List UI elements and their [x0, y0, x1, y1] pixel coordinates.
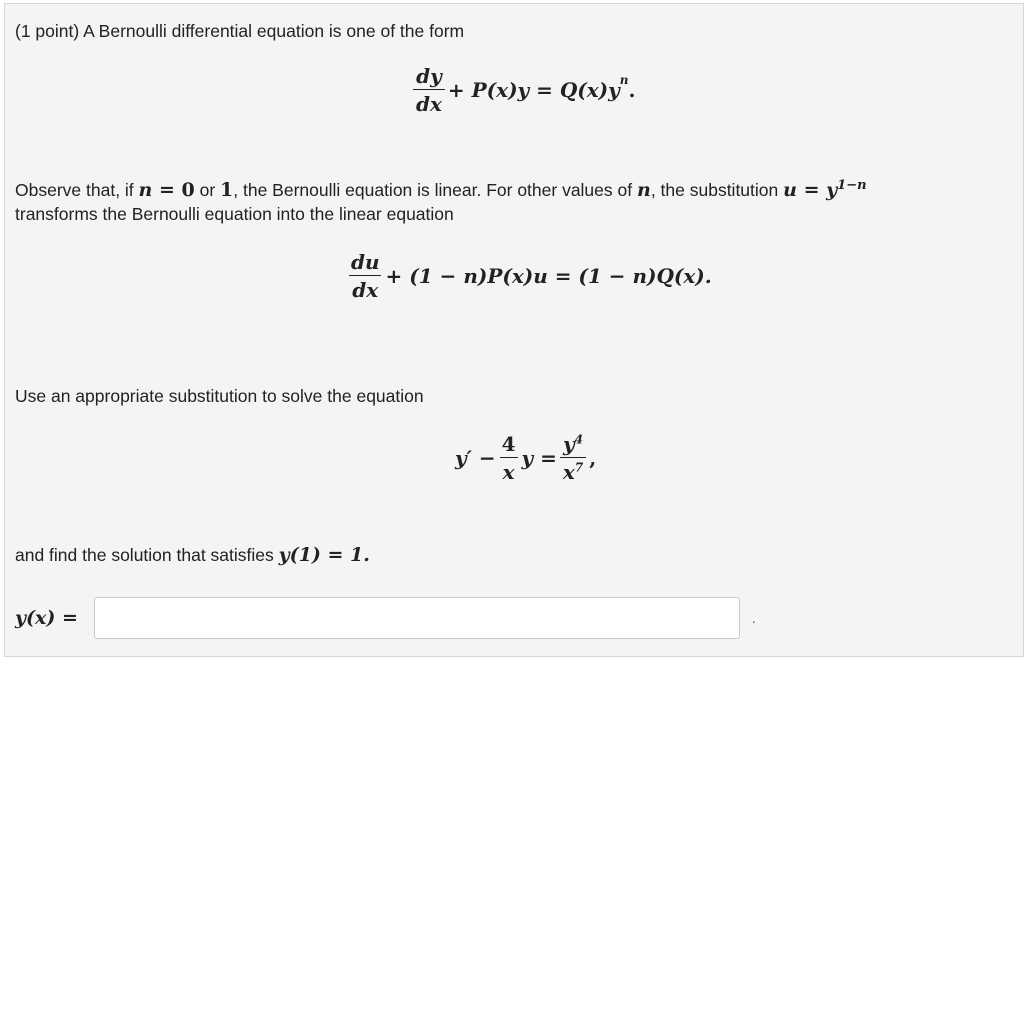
eq2-rest: + (1 − n)P(x)u = (1 − n)Q(x).: [385, 264, 712, 288]
use-substitution-text: Use an appropriate substitution to solve the equation: [15, 386, 424, 406]
observe-line-2: transforms the Bernoulli equation into the linear equation: [15, 204, 454, 224]
dy-dx-fraction: $\frac{dy}{dx}$: [413, 64, 445, 116]
target-equation: y′ − $\frac{4}{x}$ y = $\frac{y^4}{x^7}$ ,: [455, 432, 597, 484]
answer-trailing-period: .: [751, 610, 756, 626]
problem-intro: (1 point) A Bernoulli differential equation is one of the form: [15, 21, 465, 41]
bernoulli-equation: $\frac{dy}{dx}$ + P(x)y = Q(x)y $^n$ .: [410, 64, 635, 116]
du-dx-fraction: $\frac{du}{dx}$: [351, 250, 380, 302]
answer-label: y(x) =: [15, 607, 78, 629]
initial-condition: y(1) = 1.: [278, 544, 370, 566]
linear-equation: [345, 250, 712, 302]
y4-over-x7-fraction: $\frac{y^4}{x^7}$: [560, 432, 586, 484]
eq1-rest: + P(x)y = Q(x)y: [447, 78, 620, 102]
observe-line-1: Observe that, if n = 0 or 1, the Bernoulli equation is linear. For other values of n, the substitution $u = y^{1-n}$: [15, 178, 867, 201]
answer-row: [15, 597, 756, 639]
find-solution-text: and find the solution that satisfies y(1) = 1.: [15, 544, 370, 566]
four-over-x-fraction: $\frac{4}{x}$: [499, 432, 519, 484]
answer-input[interactable]: [94, 597, 740, 639]
